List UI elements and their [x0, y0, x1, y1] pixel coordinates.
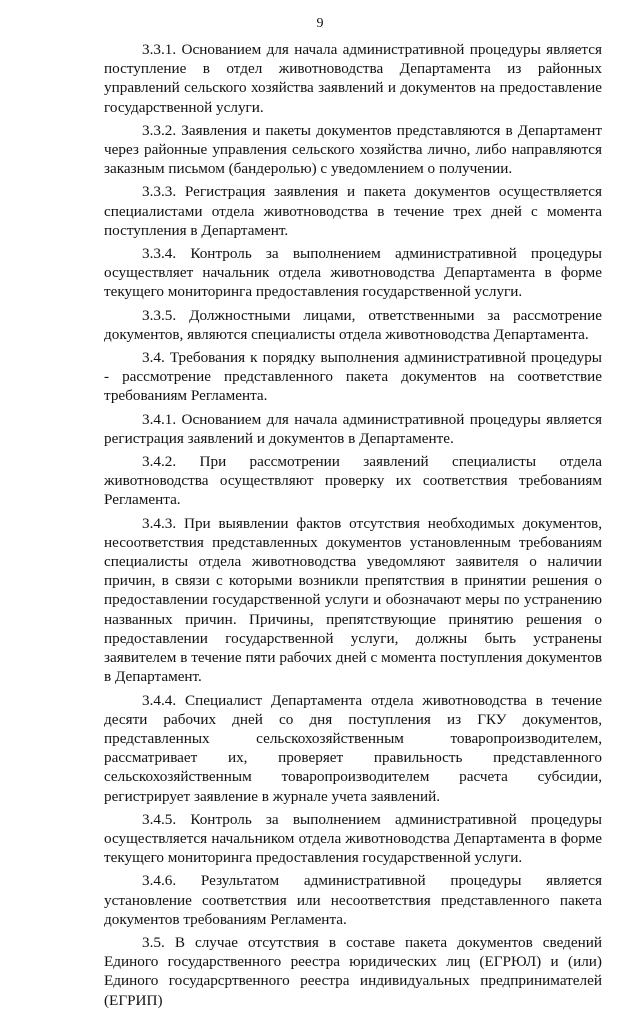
paragraph-3-4-1: 3.4.1. Основанием для начала административной процедуры является регистрация заявлений и документов в Департаменте. [104, 410, 602, 447]
paragraph-3-3-3: 3.3.3. Регистрация заявления и пакета документов осуществляется специалистами отдела животноводства в течение трех дней с момента поступления в Департамент. [104, 183, 602, 239]
paragraph-3-3-1: 3.3.1. Основанием для начала административной процедуры является поступление в отдел животноводства Департамента из районных управлений сельского хозяйства заявлений и документов на предоставление государственной услуги. [104, 41, 602, 116]
paragraph-3-3-4: 3.3.4. Контроль за выполнением административной процедуры осуществляет начальник отдела животноводства Департамента в форме текущего мониторинга предоставления государственной услуги. [104, 245, 602, 301]
paragraph-3-4-2: 3.4.2. При рассмотрении заявлений специалисты отдела животноводства осуществляют проверку их соответствия требованиям Регламента. [104, 453, 602, 509]
paragraph-3-4: 3.4. Требования к порядку выполнения административной процедуры - рассмотрение представленного пакета документов на соответствие требованиям Регламента. [104, 349, 602, 405]
paragraph-3-3-2: 3.3.2. Заявления и пакеты документов представляются в Департамент через районные управления сельского хозяйства лично, либо направляются заказным письмом (бандеролью) с уведомлением о получении. [104, 121, 602, 178]
paragraph-3-4-4: 3.4.4. Специалист Департамента отдела животноводства в течение десяти рабочих дней со дня поступления из ГКУ документов, представленных сельскохозяйственным товаропроизводителем, рассматривает их, проверяет правильность представленного сельскохозяйственным товаропроизводителем расчета субсидии, регистрирует заявление в журнале учета заявлений. [104, 691, 602, 805]
paragraph-3-4-6: 3.4.6. Результатом административной процедуры является установление соответствия или несоответствия представленного пакета документов требованиям Регламента. [104, 872, 602, 928]
paragraph-3-4-5: 3.4.5. Контроль за выполнением административной процедуры осуществляется начальником отдела животноводства Департамента в форме текущего мониторинга предоставления государственной услуги. [104, 810, 602, 867]
paragraph-3-5: 3.5. В случае отсутствия в составе пакета документов сведений Единого государственного реестра юридических лиц (ЕГРЮЛ) и (или) Единого государсртвенного реестра индивидуальных предпринимателей (ЕГРИП) [104, 933, 602, 1009]
document-body [104, 40, 602, 1010]
page-number: 9 [316, 16, 324, 31]
paragraph-3-4-3: 3.4.3. При выявлении фактов отсутствия необходимых документов, несоответствия представленных документов установленным требованиям специалисты отдела животноводства уведомляют заявителя о наличии причин, в связи с которыми возникли препятствия в принятии решения о предоставлении государственной услуги и обозначают меры по устранению названных причин. Причины, препятствующие принятию решения о предоставлении государственной услуги, должны быть устранены заявителем в течение пяти рабочих дней с момента поступления документов в Департамент. [104, 514, 602, 686]
paragraph-3-3-5: 3.3.5. Должностными лицами, ответственными за рассмотрение документов, являются специалисты отдела животноводства Департамента. [104, 306, 602, 343]
